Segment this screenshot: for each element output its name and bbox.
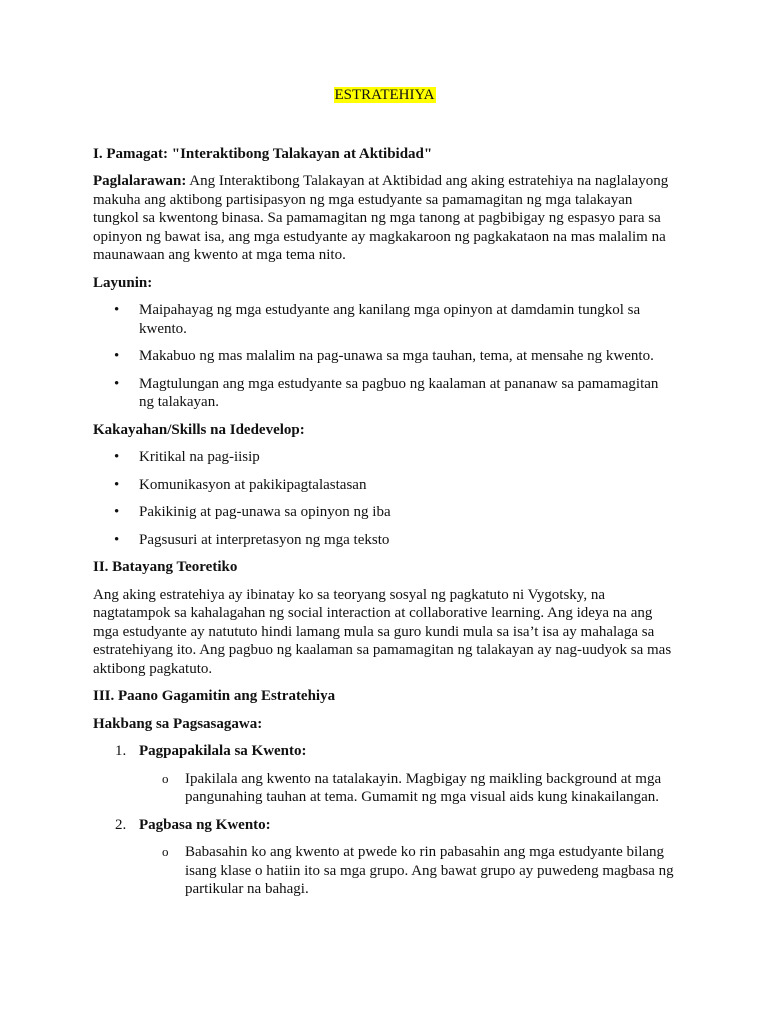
goals-heading: Layunin: <box>93 274 153 291</box>
bullet-icon: • <box>114 504 120 520</box>
skill-item <box>93 448 676 467</box>
hollow-bullet-icon: o <box>162 770 169 786</box>
step-item <box>93 816 676 899</box>
steps-heading: Hakbang sa Pagsasagawa: <box>93 715 263 732</box>
bullet-icon: • <box>114 476 120 493</box>
step-detail-item <box>139 843 676 899</box>
goal-item <box>93 347 676 366</box>
goal-item <box>93 301 676 338</box>
section3-heading: III. Paano Gagamitin ang Estratehiya <box>93 688 336 704</box>
goal-text: Magtulungan ang mga estudyante sa pagbuo ng kaalaman at pananaw sa pamamagitan ng talakayan. <box>139 375 659 410</box>
skill-item <box>93 476 676 495</box>
section2-paragraph: Ang aking estratehiya ay ibinatay ko sa teoryang sosyal ng pagkatuto ni Vygotsky, na nagtatampok sa kahalagahan ng social interaction at collaborative learning. Ang ideya na ang mga estudyante ay natututo hindi lamang mula sa guro kundi mula sa isa’t isa ay mahalaga sa estratehiyang ito. Ang pagbuo ng kaalaman sa pamamagitan ng talakayan ay nag-uudyok sa mas aktibong pagkatuto. <box>93 586 672 677</box>
bullet-icon: • <box>114 348 120 364</box>
step-title: Pagpapakilala sa Kwento: <box>139 743 307 759</box>
description-text: Ang Interaktibong Talakayan at Aktibidad ang aking estratehiya na naglalayong makuha ang aktibong partisipasyon ng mga estudyante sa pamamagitan ng mga talakayan tungkol sa kwentong binasa. Sa pamamagitan ng mga tanong at pagbibigay ng espasyo para sa opinyon ng bawat isa, ang mga estudyante ay magkakaroon ng pagkakataon na mas malalim na maunawaan ang kwento at mga tema nito. <box>93 173 669 263</box>
goal-text: Makabuo ng mas malalim na pag-unawa sa mga tauhan, tema, at mensahe ng kwento. <box>139 348 654 364</box>
step-detail-text: Ipakilala ang kwento na tatalakayin. Magbigay ng maikling background at mga pangunahing tauhan at tema. Gumamit ng mga visual aids kung kinakailangan. <box>185 770 662 805</box>
steps-list <box>93 742 676 899</box>
section2-heading: II. Batayang Teoretiko <box>93 559 238 575</box>
step-detail-text: Babasahin ko ang kwento at pwede ko rin pabasahin ang mga estudyante bilang isang klase o hatiin ito sa mga grupo. Ang bawat grupo ay puwedeng magbasa ng partikular na bahagi. <box>185 844 674 897</box>
goal-text: Maipahayag ng mga estudyante ang kanilang mga opinyon at damdamin tungkol sa kwento. <box>139 302 641 337</box>
step-detail-list <box>139 770 676 807</box>
skill-item <box>93 531 676 550</box>
skills-heading: Kakayahan/Skills na Idedevelop: <box>93 421 305 438</box>
skill-item <box>93 503 676 522</box>
skill-text: Komunikasyon at pakikipagtalastasan <box>139 476 367 493</box>
goal-item <box>93 375 676 412</box>
document-title: ESTRATEHIYA <box>334 87 435 103</box>
bullet-icon: • <box>114 302 120 318</box>
skill-text: Kritikal na pag-iisip <box>139 449 260 465</box>
skills-list <box>93 448 676 549</box>
title-container <box>93 86 676 105</box>
skill-text: Pakikinig at pag-unawa sa opinyon ng iba <box>139 504 391 520</box>
hollow-bullet-icon: o <box>162 844 169 859</box>
step-detail-item <box>139 770 676 807</box>
step-detail-list <box>139 843 676 899</box>
bullet-icon: • <box>114 375 120 392</box>
step-number: 1. <box>115 743 127 759</box>
bullet-icon: • <box>114 531 120 548</box>
step-number: 2. <box>115 816 127 833</box>
goals-list <box>93 301 676 412</box>
bullet-icon: • <box>114 449 120 465</box>
section1-heading: I. Pamagat: "Interaktibong Talakayan at Aktibidad" <box>93 145 433 162</box>
step-item <box>93 742 676 807</box>
description-paragraph <box>93 172 676 265</box>
skill-text: Pagsusuri at interpretasyon ng mga teksto <box>139 531 390 548</box>
description-label: Paglalarawan: <box>93 173 187 189</box>
step-title: Pagbasa ng Kwento: <box>139 816 271 833</box>
